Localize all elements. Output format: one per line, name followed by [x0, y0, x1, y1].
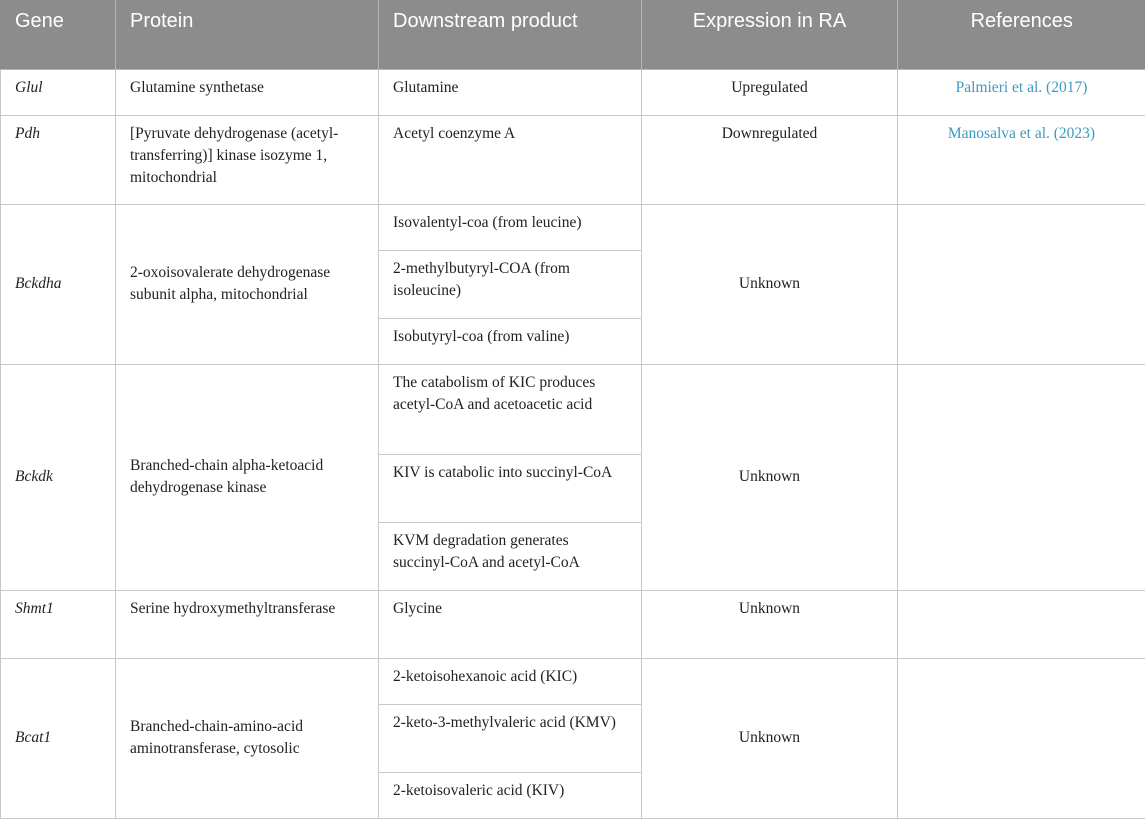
gene-cell: Bckdk — [1, 364, 116, 590]
product-cell: 2-methylbutyryl-COA (from isoleucine) — [379, 250, 642, 318]
protein-cell: Serine hydroxymethyltransferase — [116, 590, 379, 658]
product-cell: Glycine — [379, 590, 642, 658]
expression-cell: Unknown — [642, 590, 898, 658]
table-row — [1, 204, 1145, 250]
protein-cell: Branched-chain-amino-acid aminotransferase, cytosolic — [116, 658, 379, 818]
reference-cell — [898, 364, 1145, 590]
expression-cell: Unknown — [642, 204, 898, 364]
product-cell: The catabolism of KIC produces acetyl-CoA and acetoacetic acid — [379, 364, 642, 454]
reference-link[interactable]: Palmieri et al. (2017) — [898, 69, 1145, 115]
header-protein: Protein — [116, 0, 379, 69]
gene-cell: Shmt1 — [1, 590, 116, 658]
reference-cell — [898, 204, 1145, 364]
table-row — [1, 69, 1145, 115]
reference-cell — [898, 658, 1145, 818]
gene-cell: Pdh — [1, 115, 116, 204]
header-row — [1, 0, 1145, 69]
product-cell: 2-ketoisovaleric acid (KIV) — [379, 772, 642, 818]
table-row — [1, 115, 1145, 204]
table-row — [1, 590, 1145, 658]
header-gene: Gene — [1, 0, 116, 69]
protein-cell: Glutamine synthetase — [116, 69, 379, 115]
header-references: References — [898, 0, 1145, 69]
gene-cell: Bckdha — [1, 204, 116, 364]
protein-cell: 2-oxoisovalerate dehydrogenase subunit alpha, mitochondrial — [116, 204, 379, 364]
table-row — [1, 364, 1145, 454]
expression-cell: Unknown — [642, 364, 898, 590]
product-cell: KIV is catabolic into succinyl-CoA — [379, 454, 642, 522]
header-expression: Expression in RA — [642, 0, 898, 69]
product-cell: KVM degradation generates succinyl-CoA and acetyl-CoA — [379, 522, 642, 590]
table-row — [1, 658, 1145, 704]
gene-cell: Bcat1 — [1, 658, 116, 818]
product-cell: Glutamine — [379, 69, 642, 115]
expression-cell: Downregulated — [642, 115, 898, 204]
product-cell: Isobutyryl-coa (from valine) — [379, 318, 642, 364]
product-cell: 2-ketoisohexanoic acid (KIC) — [379, 658, 642, 704]
gene-cell: Glul — [1, 69, 116, 115]
reference-link[interactable]: Manosalva et al. (2023) — [898, 115, 1145, 204]
table-body — [1, 69, 1145, 818]
header-downstream-product: Downstream product — [379, 0, 642, 69]
protein-cell: Branched-chain alpha-ketoacid dehydrogenase kinase — [116, 364, 379, 590]
expression-cell: Unknown — [642, 658, 898, 818]
reference-cell — [898, 590, 1145, 658]
expression-cell: Upregulated — [642, 69, 898, 115]
table-header — [1, 0, 1145, 69]
product-cell: Acetyl coenzyme A — [379, 115, 642, 204]
protein-cell: [Pyruvate dehydrogenase (acetyl-transferring)] kinase isozyme 1, mitochondrial — [116, 115, 379, 204]
product-cell: 2-keto-3-methylvaleric acid (KMV) — [379, 704, 642, 772]
product-cell: Isovalentyl-coa (from leucine) — [379, 204, 642, 250]
